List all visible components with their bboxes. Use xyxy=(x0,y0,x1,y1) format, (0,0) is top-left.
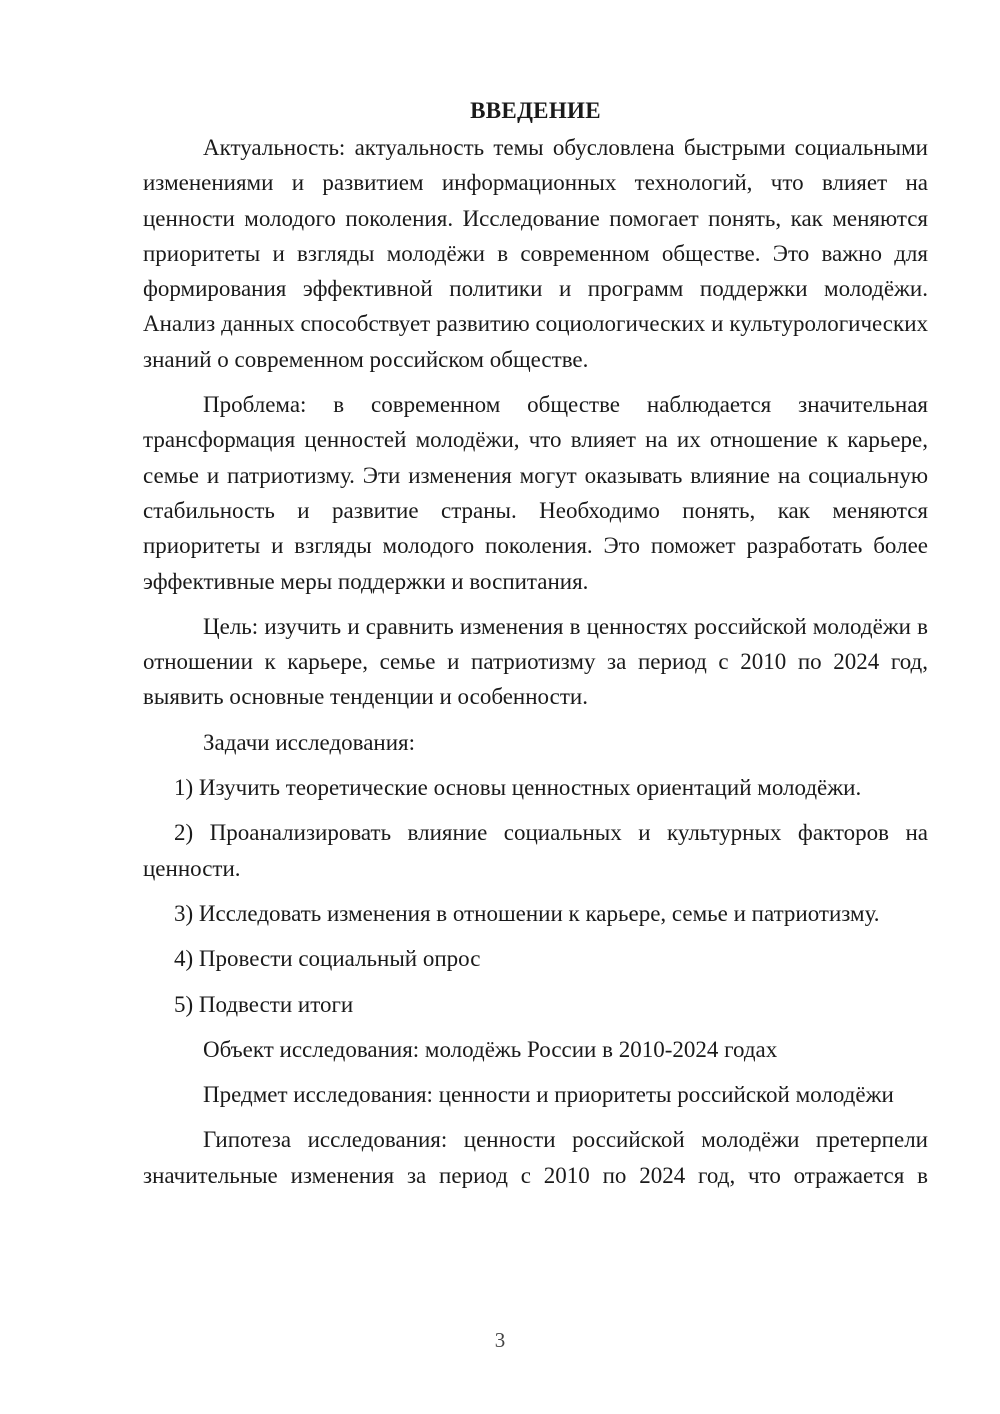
paragraph-object: Объект исследования: молодёжь России в 2010-2024 годах xyxy=(203,1036,778,1062)
paragraph-goal: Цель: изучить и сравнить изменения в ценностях российской молодёжи в отношении к карьере, семье и патриотизму за период с 2010 по 2024 год, выявить основные тенденции и особенности. xyxy=(143,613,928,710)
tasks-heading: Задачи исследования: xyxy=(203,729,416,755)
paragraph-relevance: Актуальность: актуальность темы обусловлена быстрыми социальными изменениями и развитием информационных технологий, что влияет на ценности молодого поколения. Исследование помогает понять, как меняются приоритеты и взгляды молодёжи в современном обществе. Это важно для формирования эффективной политики и программ поддержки молодёжи. Анализ данных способствует развитию социологических и культурологических знаний о современном российском обществе. xyxy=(143,135,928,372)
section-heading: ВВЕДЕНИЕ xyxy=(470,98,601,123)
task-item: 4) Провести социальный опрос xyxy=(174,946,481,972)
document-page xyxy=(143,96,928,1203)
paragraph-problem: Проблема: в современном обществе наблюдается значительная трансформация ценностей молодёжи, что влияет на их отношение к карьере, семье и патриотизму. Эти изменения могут оказывать влияние на социальную стабильность и развитие страны. Необходимо понять, как меняются приоритеты и взгляды молодого поколения. Это поможет разработать более эффективные меры поддержки и воспитания. xyxy=(143,392,928,594)
task-item: 1) Изучить теоретические основы ценностных ориентаций молодёжи. xyxy=(174,775,862,801)
page-number: 3 xyxy=(494,1328,506,1352)
paragraph-hypothesis: Гипотеза исследования: ценности российской молодёжи претерпели значительные изменения за период с 2010 по 2024 год, что отражается в xyxy=(143,1127,928,1188)
task-item: 5) Подвести итоги xyxy=(174,991,354,1017)
paragraph-subject: Предмет исследования: ценности и приоритеты российской молодёжи xyxy=(203,1082,894,1108)
task-item: 3) Исследовать изменения в отношении к карьере, семье и патриотизму. xyxy=(174,900,880,926)
task-item: 2) Проанализировать влияние социальных и культурных факторов на ценности. xyxy=(143,820,928,881)
